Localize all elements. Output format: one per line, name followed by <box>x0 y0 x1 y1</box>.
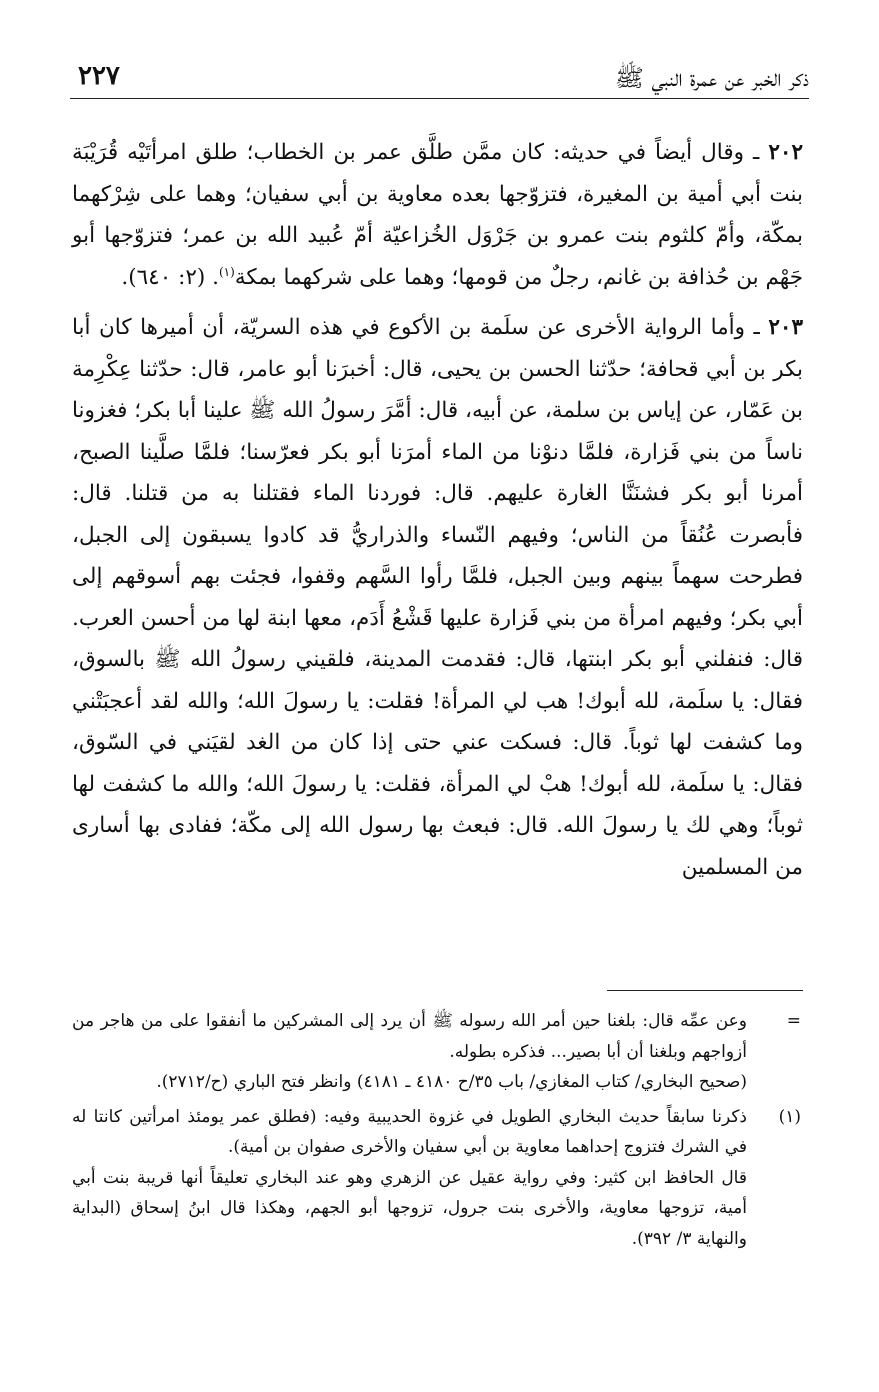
page-number: ٢٢٧ <box>78 61 120 91</box>
footnote-line: وعن عمِّه قال: بلغنا حين أمر الله رسوله ﷺ أن يرد إلى المشركين ما أنفقوا على من هاجر من أزواجهم وبلغنا أن أبا بصير... فذكره بطوله. <box>72 1011 747 1062</box>
footnote-marker: (١) <box>778 1106 801 1127</box>
footnote-continued <box>72 1006 807 1098</box>
footnotes <box>72 1006 807 1254</box>
main-text <box>72 132 803 888</box>
footnote-reference: (١) <box>218 264 235 279</box>
paragraph-text: ـ وقال أيضاً في حديثه: كان ممَّن طلَّق عمر بن الخطاب؛ طلق امرأتَيْه قُرَيْبَة بنت أبي أمية بن المغيرة، فتزوّجها بعده معاوية بن أبي سفيان؛ وهما على شِرْكهما بمكّة، وأمّ كلثوم بنت عمرو بن جَرْوَل الخُزاعيّة أمّ عُبيد الله بن عمر؛ فتزوّجها أبو جَهْم بن حُذافة بن غانم، رجلٌ من قومها؛ وهما على شركهما بمكة <box>72 140 803 290</box>
paragraph-number: ٢٠٣ <box>768 315 803 340</box>
footnote-line: قال الحافظ ابن كثير: وفي رواية عقيل عن الزهري وهو عند البخاري تعليقاً أنها قريبة بنت أبي أمية، تزوجها معاوية، والأخرى بنت جرول، تزوجها أبو الجهم، وهكذا قال ابنُ إسحاق (البداية والنهاية ٣/ ٣٩٢). <box>72 1167 747 1249</box>
paragraph-text: ـ وأما الرواية الأخرى عن سلَمة بن الأكوع في هذه السريّة، أن أميرها كان أبا بكر بن أبي قحافة؛ حدّثنا الحسن بن يحيى، قال: أخبرَنا أبو عامر، قال: حدّثنا عِكْرِمة بن عَمّار، عن إياس بن سلمة، عن أبيه، قال: أمَّرَ رسولُ الله ﷺ علينا أبا بكر؛ فغزونا ناساً من بني فَزارة، فلمَّا دنوْنا من الماء أمرَنا أبو بكر فعرّسنا؛ فلمَّا صلَّينا الصبح، أمرنا أبو بكر فشنَنَّا الغارة عليهم. قال: فوردنا الماء فقتلنا به من قتلنا. قال: فأبصرت عُنُقاً من الناس؛ وفيهم النّساء والذراريُّ قد كادوا يسبقون إلى الجبل، فطرحت سهماً بينهم وبين الجبل، فلمَّا رأوا السَّهم وقفوا، فجئت بهم أسوقهم إلى أبي بكر؛ وفيهم امرأة من بني فَزارة عليها قَشْعُ أَدَم، معها ابنة لها من أحسن العرب. قال: فنفلني أبو بكر ابنتها، قال: فقدمت المدينة، فلقيني رسولُ الله ﷺ بالسوق، فقال: يا سلَمة، لله أبوك! هب لي المرأة! فقلت: يا رسولَ الله؛ والله لقد أعجبَتْني وما كشفت لها ثوباً. قال: فسكت عني حتى إذا كان من الغد لقيَني في السّوق، فقال: يا سلَمة، لله أبوك! هبْ لي المرأة، فقلت: يا رسولَ الله؛ والله ما كشفت لها ثوباً؛ وهي لك يا رسولَ الله. قال: فبعث بها رسول الله إلى مكّة؛ ففادى بها أسارى من المسلمين <box>72 315 803 880</box>
paragraph-203 <box>72 307 803 888</box>
paragraph-tail: . (٢: ٦٤٠). <box>121 264 219 290</box>
running-header <box>70 58 809 99</box>
footnote-line: ذكرنا سابقاً حديث البخاري الطويل في غزوة الحديبية وفيه: (فطلق عمر يومئذ امرأتين كانتا له في الشرك فتزوج إحداهما معاوية بن أبي سفيان والأخرى صفوان بن أمية). <box>72 1106 747 1157</box>
footnote-line: (صحيح البخاري/ كتاب المغازي/ باب ٣٥/ح ٤١٨٠ ـ ٤١٨١) وانظر فتح الباري (ح/٢٧١٢). <box>156 1072 747 1092</box>
footnote-body <box>72 1006 747 1098</box>
footnote-1 <box>72 1102 807 1255</box>
footnote-marker: = <box>786 1011 801 1031</box>
paragraph-number: ٢٠٢ <box>768 140 803 165</box>
paragraph-202 <box>72 132 803 298</box>
footnote-separator <box>607 990 803 991</box>
footnote-body <box>72 1102 747 1255</box>
chapter-title: ذكر الخبر عن عمرة النبي ﷺ <box>614 64 809 92</box>
